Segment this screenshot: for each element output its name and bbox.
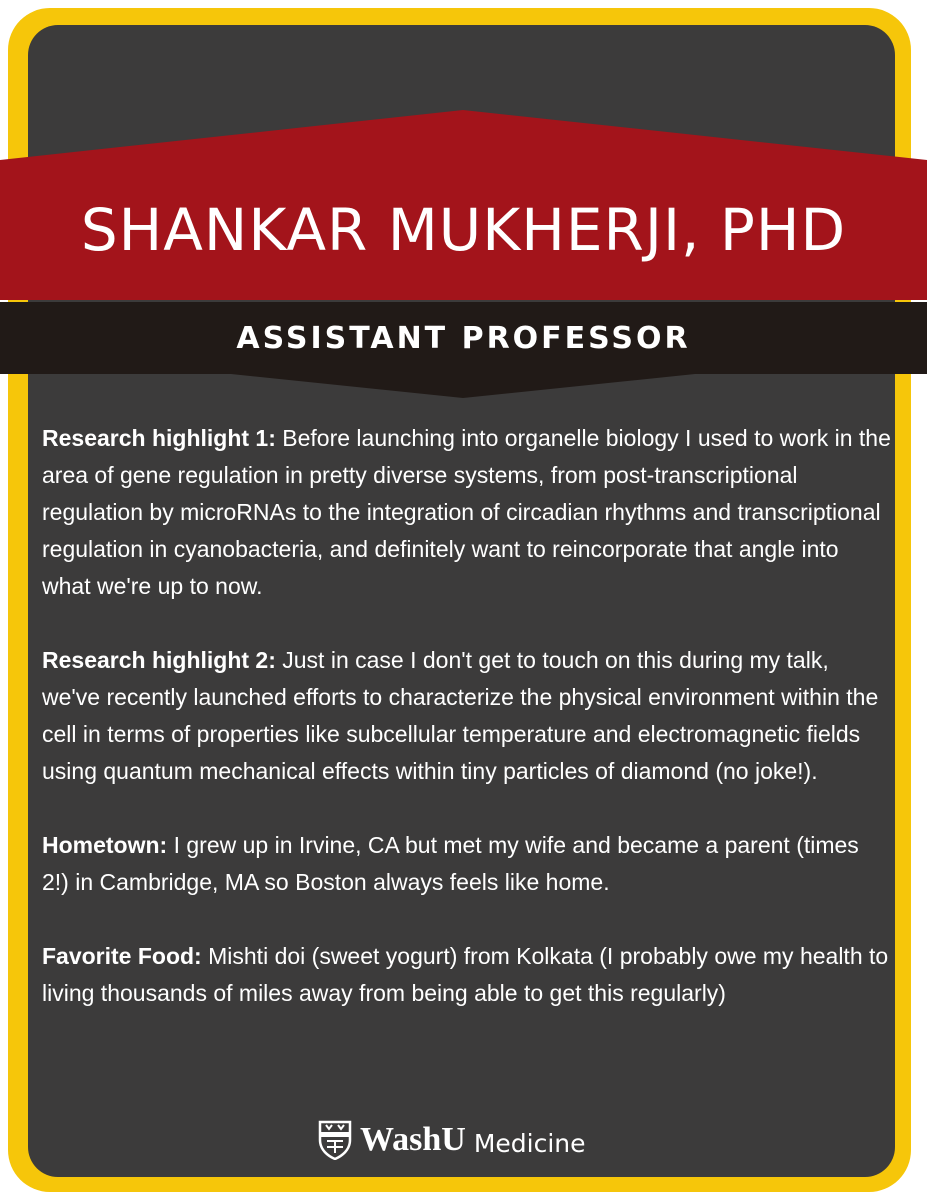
person-name: SHANKAR MUKHERJI, PHD bbox=[80, 196, 847, 264]
logo-brand: WashU bbox=[360, 1121, 466, 1158]
section-label: Hometown: bbox=[42, 832, 168, 858]
profile-content bbox=[42, 420, 892, 1049]
section-hometown bbox=[42, 827, 892, 901]
section-research-1 bbox=[42, 420, 892, 605]
person-title: ASSISTANT PROFESSOR bbox=[236, 320, 691, 356]
section-text: I grew up in Irvine, CA but met my wife and became a parent (times 2!) in Cambridge, MA so Boston always feels like home. bbox=[42, 832, 859, 895]
section-label: Favorite Food: bbox=[42, 943, 202, 969]
section-text: Before launching into organelle biology I used to work in the area of gene regulation in pretty diverse systems, from post-transcriptional regulation by microRNAs to the integration of circadian rhythms and transcriptional regulation in cyanobacteria, and definitely want to reincorporate that angle into what we're up to now. bbox=[42, 425, 891, 599]
shield-icon bbox=[318, 1120, 352, 1160]
section-text: Just in case I don't get to touch on this during my talk, we've recently launched efforts to characterize the physical environment within the cell in terms of properties like subcellular temperature and electromagnetic fields using quantum mechanical effects within tiny particles of diamond (no joke!). bbox=[42, 647, 879, 784]
section-text: Mishti doi (sweet yogurt) from Kolkata (I probably owe my health to living thousands of miles away from being able to get this regularly) bbox=[42, 943, 889, 1006]
logo-sub: Medicine bbox=[473, 1128, 586, 1158]
section-research-2 bbox=[42, 642, 892, 790]
section-label: Research highlight 2: bbox=[42, 647, 276, 673]
section-label: Research highlight 1: bbox=[42, 425, 276, 451]
section-favorite-food bbox=[42, 938, 892, 1012]
washu-medicine-logo bbox=[318, 1118, 586, 1162]
